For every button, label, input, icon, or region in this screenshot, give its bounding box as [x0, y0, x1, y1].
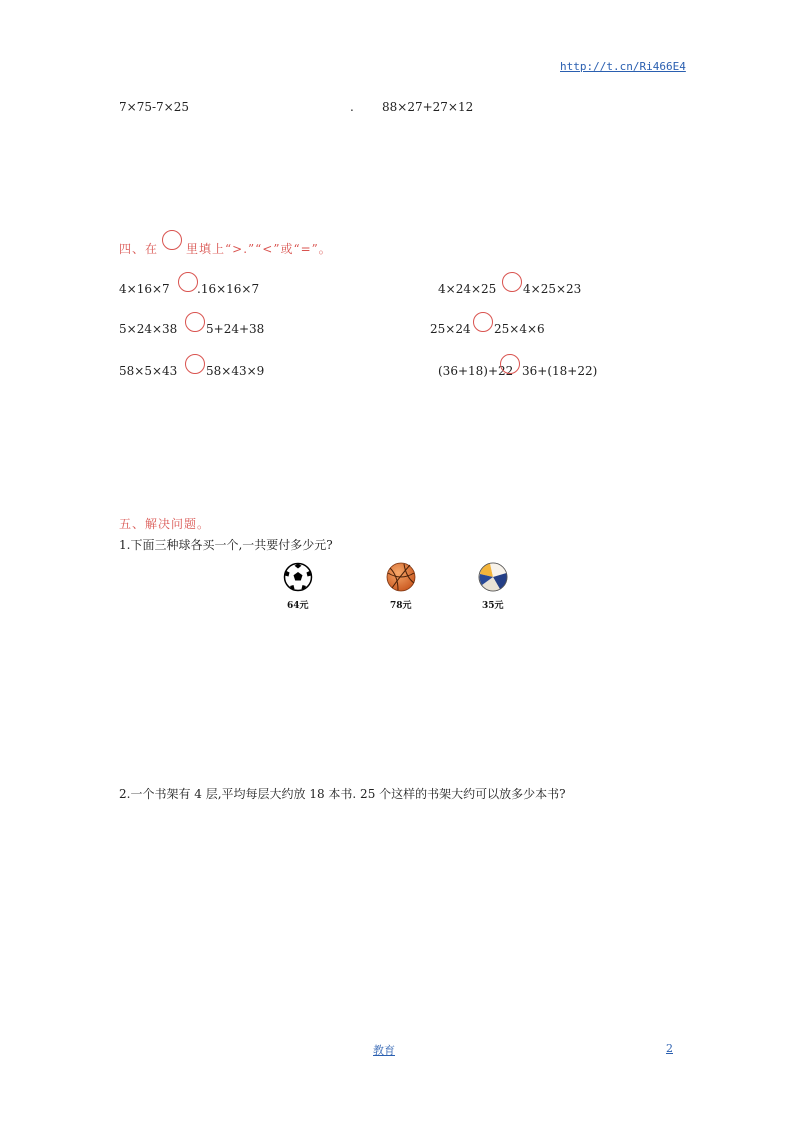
compare-left-b: .16×16×7 [197, 282, 260, 296]
expression-left: 7×75-7×25 [119, 100, 189, 114]
compare-left-b: 58×43×9 [206, 364, 265, 378]
section5-title: 五、解决问题。 [119, 517, 211, 531]
compare-right-a: 25×24 [430, 322, 471, 336]
basketball-price: 78元 [390, 601, 412, 611]
compare-right-b: 25×4×6 [494, 322, 545, 336]
question-2: 2.一个书架有 4 层,平均每层大约放 18 本书. 25 个这样的书架大约可以放多少本书? [119, 787, 566, 801]
compare-left-a: 5×24×38 [119, 322, 178, 336]
footer-center-link[interactable]: 教育 [373, 1044, 395, 1057]
compare-blank-circle[interactable] [185, 312, 205, 332]
compare-right-b: 36+(18+22) [522, 364, 598, 378]
compare-left-a: 58×5×43 [119, 364, 178, 378]
compare-circle-icon [162, 230, 182, 250]
soccer-ball-price: 64元 [287, 601, 309, 611]
compare-left-a: 4×16×7 [119, 282, 170, 296]
section4-title-part2: 里填上“>.”“<”或“=”。 [186, 242, 332, 256]
compare-blank-circle[interactable] [500, 354, 520, 374]
section4-title-part1: 四、在 [119, 242, 159, 256]
separator-dot: . [350, 100, 354, 114]
compare-blank-circle[interactable] [178, 272, 198, 292]
soccer-ball-icon [283, 562, 313, 592]
expression-right: 88×27+27×12 [382, 100, 474, 114]
compare-blank-circle[interactable] [473, 312, 493, 332]
compare-left-b: 5+24+38 [206, 322, 265, 336]
compare-right-a: 4×24×25 [438, 282, 497, 296]
compare-right-b: 4×25×23 [523, 282, 582, 296]
basketball-icon [386, 562, 416, 592]
question-1: 1.下面三种球各买一个,一共要付多少元? [119, 538, 333, 552]
volleyball-icon [478, 562, 508, 592]
compare-blank-circle[interactable] [185, 354, 205, 374]
page-number: 2 [666, 1042, 673, 1055]
compare-blank-circle[interactable] [502, 272, 522, 292]
compare-right-a: (36+18)+22 [438, 364, 514, 378]
volleyball-price: 35元 [482, 601, 504, 611]
header-url-link[interactable]: http://t.cn/Ri466E4 [560, 60, 686, 73]
